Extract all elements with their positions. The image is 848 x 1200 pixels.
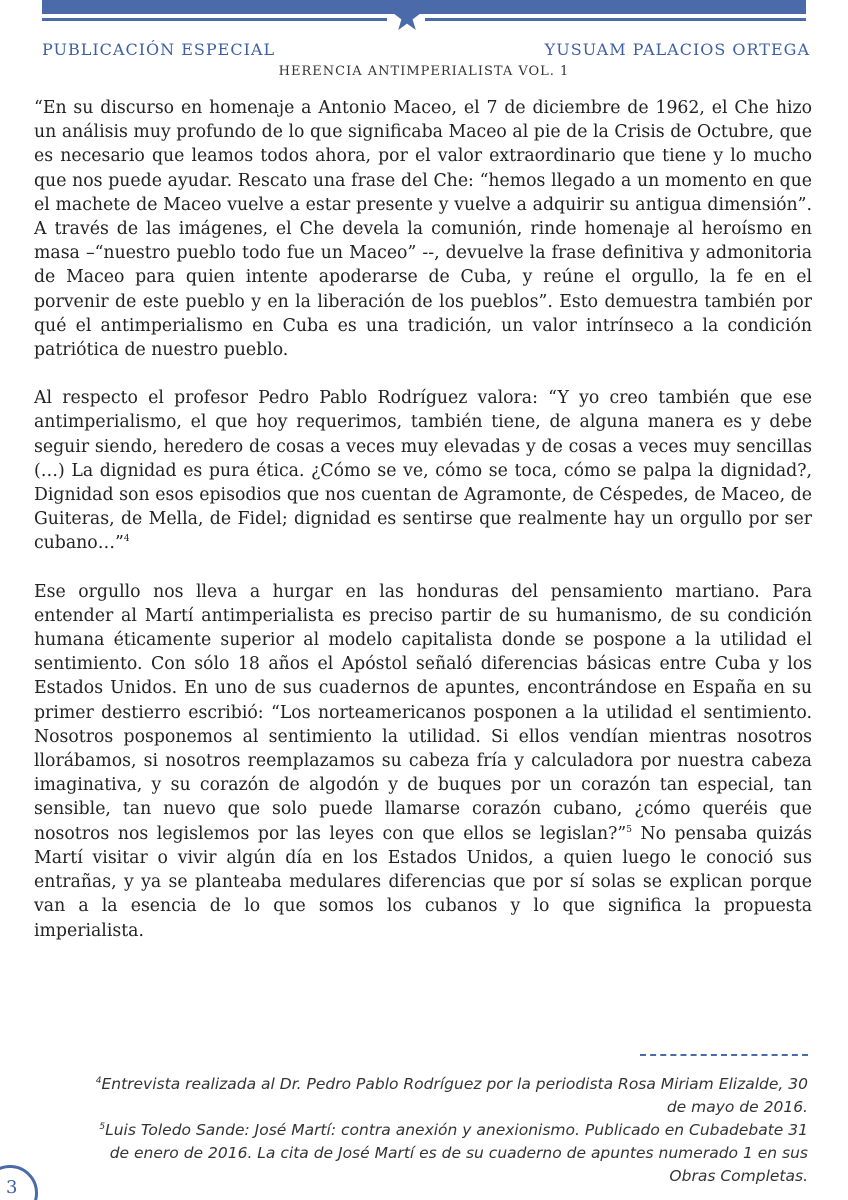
footnote-text: Entrevista realizada al Dr. Pedro Pablo Rodríguez por la periodista Rosa Miriam Elizalde, 30 de mayo de 2016.	[101, 1075, 808, 1116]
header-author-name: YUSUAM PALACIOS ORTEGA	[544, 40, 810, 59]
footnote-ref-4[interactable]: 4	[123, 534, 130, 545]
page-number: 3	[6, 1177, 18, 1198]
header-rule-right	[425, 18, 806, 21]
paragraph-1: “En su discurso en homenaje a Antonio Maceo, el 7 de diciembre de 1962, el Che hizo un análisis muy profundo de lo que significaba Maceo al pie de la Crisis de Octubre, que es necesario que leamos todos ahora, por el valor extraordinario que tiene y lo mucho que nos puede ayudar. Rescato una frase del Che: “hemos llegado a un momento en que el machete de Maceo vuelve a estar presente y vuelve a adquirir su antigua dimensión”. A través de las imágenes, el Che devela la comunión, rinde homenaje al heroísmo en masa –“nuestro pueblo todo fue un Maceo” --, devuelve la frase definitiva y admonitoria de Maceo para quien intente apoderarse de Cuba, y reúne el orgullo, la fe en el porvenir de este pueblo y en la liberación de los pueblos”. Esto demuestra también por qué el antimperialismo en Cuba es una tradición, un valor intrínseco a la condición patriótica de nuestro pueblo.	[34, 98, 812, 361]
footnote-text: Luis Toledo Sande: José Martí: contra anexión y anexionismo. Publicado en Cubadebate 31 de enero de 2016. La cita de José Martí es de su cuaderno de apuntes numerado 1 en sus Obras Completas.	[105, 1121, 808, 1185]
header-rule-left	[42, 18, 387, 21]
paragraph-3-text: Ese orgullo nos lleva a hurgar en las honduras del pensamiento martiano. Para entender al Martí antimperialista es preciso partir de su humanismo, de su condición humana éticamente superior al modelo capitalista donde se pospone a la utilidad el sentimiento. Con sólo 18 años el Apóstol señaló diferencias básicas entre Cuba y los Estados Unidos. En uno de sus cuadernos de apuntes, encontrándose en España en su primer destierro escribió: “Los norteamericanos posponen a la utilidad el sentimiento. Nosotros posponemos al sentimiento la utilidad. Si ellos vendían mientras nosotros llorábamos, si nosotros reemplazamos su cabeza fría y calculadora por nuestra cabeza imaginativa, y su corazón de algodón y de buques por un corazón tan especial, tan sensible, tan nuevo que solo puede llamarse corazón cubano, ¿cómo queréis que nosotros nos legislemos por las leyes con que ellos se legislan?”	[34, 581, 812, 844]
main-text	[34, 96, 812, 967]
paragraph-3-continuation: No pensaba quizás Martí visitar o vivir algún día en los Estados Unidos, a quien luego le conoció sus entrañas, y ya se planteaba medulares diferencias que por sí solas se explican porque van a la esencia de lo que somos los cubanos y lo que significa la propuesta imperialista.	[34, 823, 812, 941]
footnote-5	[88, 1119, 808, 1188]
footnote-separator	[640, 1054, 808, 1056]
footnotes	[88, 1073, 808, 1188]
paragraph-3	[34, 580, 812, 943]
footnote-ref-5[interactable]: 5	[626, 824, 632, 835]
star-icon	[388, 0, 426, 34]
footnote-4	[88, 1073, 808, 1119]
paragraph-2-text: Al respecto el profesor Pedro Pablo Rodríguez valora: “Y yo creo también que ese antimperialismo, el que hoy requerimos, también tiene, de alguna manera es y debe seguir siendo, heredero de cosas a veces muy elevadas y de cosas a veces muy sencillas (…) La dignidad es pura ética. ¿Cómo se ve, cómo se toca, cómo se palpa la dignidad?, Dignidad son esos episodios que nos cuentan de Agramonte, de Céspedes, de Maceo, de Guiteras, de Mella, de Fidel; dignidad es sentirse que realmente hay un orgullo por ser cubano…”	[34, 388, 812, 554]
header-publication-label: PUBLICACIÓN ESPECIAL	[42, 40, 276, 59]
footnote-number: 5	[99, 1121, 106, 1132]
footnote-number: 4	[95, 1075, 102, 1086]
header-volume-title: HERENCIA ANTIMPERIALISTA VOL. 1	[278, 64, 570, 79]
paragraph-2	[34, 386, 812, 555]
